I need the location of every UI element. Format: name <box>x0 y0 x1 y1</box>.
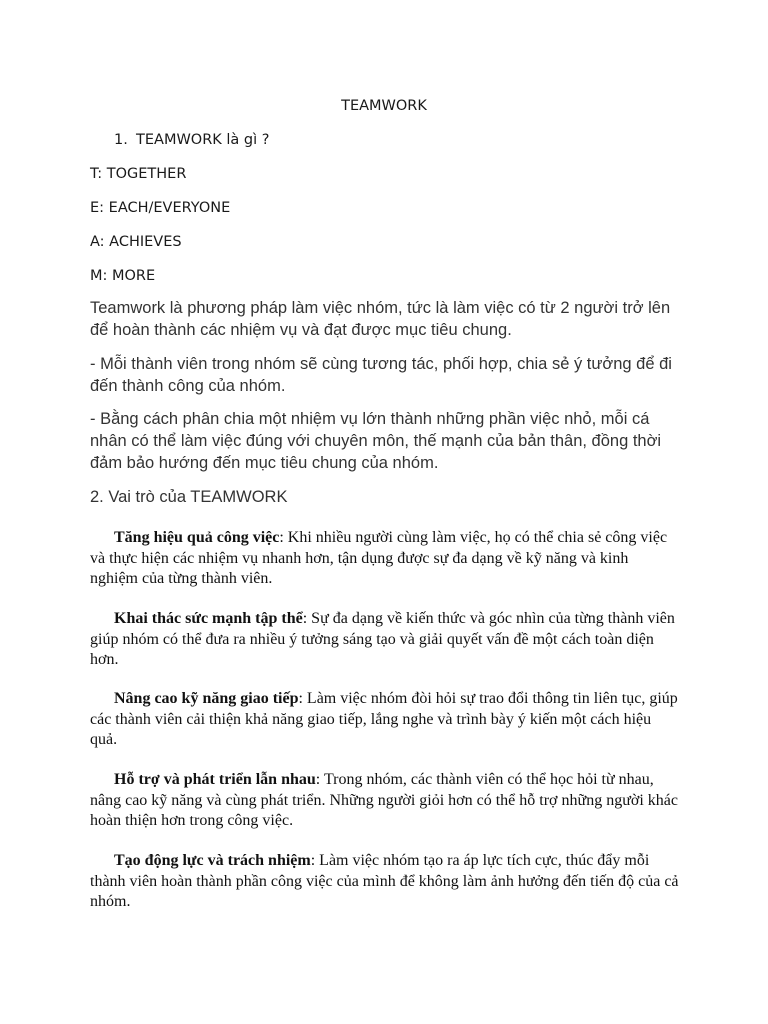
role-text: : Làm việc nhóm đòi hỏi sự trao đổi thông tin liên tục, giúp các thành viên cải thiện khả năng giao tiếp, lắng nghe và trình bày ý kiến một cách hiệu quả. <box>90 690 678 748</box>
role-title: Nâng cao kỹ năng giao tiếp <box>114 690 299 707</box>
role-paragraph-communication <box>90 689 680 751</box>
role-text: : Trong nhóm, các thành viên có thể học hỏi từ nhau, nâng cao kỹ năng và cùng phát triển. Những người giỏi hơn có thể hỗ trợ những người khác hoàn thiện hơn trong công việc. <box>90 771 678 829</box>
role-text: : Làm việc nhóm tạo ra áp lực tích cực, thúc đẩy mỗi thành viên hoàn thành phần công việc của mình để không làm ảnh hưởng đến tiến độ của cả nhóm. <box>90 852 679 910</box>
role-paragraph-collective-strength <box>90 609 680 671</box>
intro-paragraph-definition: Teamwork là phương pháp làm việc nhóm, tức là làm việc có từ 2 người trở lên để hoàn thành các nhiệm vụ và đạt được mục tiêu chung. <box>90 299 671 339</box>
question-1-text: TEAMWORK là gì ? <box>136 132 270 148</box>
acronym-line-t: T: TOGETHER <box>90 166 187 182</box>
role-title: Hỗ trợ và phát triển lẫn nhau <box>114 771 316 788</box>
role-title: Tăng hiệu quả công việc <box>114 529 280 546</box>
question-1-heading <box>114 130 269 150</box>
role-paragraph-efficiency <box>90 528 680 590</box>
role-paragraph-mutual-support <box>90 770 680 832</box>
acronym-line-m: M: MORE <box>90 268 156 284</box>
section-2-heading: 2. Vai trò của TEAMWORK <box>90 488 288 506</box>
role-paragraph-motivation <box>90 851 680 913</box>
role-text: : Khi nhiều người cùng làm việc, họ có thể chia sẻ công việc và thực hiện các nhiệm vụ nhanh hơn, tận dụng được sự đa dạng về kỹ năng và kinh nghiệm của từng thành viên. <box>90 529 668 587</box>
intro-paragraph-interaction: - Mỗi thành viên trong nhóm sẽ cùng tương tác, phối hợp, chia sẻ ý tưởng để đi đến thành công của nhóm. <box>90 355 672 395</box>
intro-paragraph-division: - Bằng cách phân chia một nhiệm vụ lớn thành những phần việc nhỏ, mỗi cá nhân có thể làm việc đúng với chuyên môn, thế mạnh của bản thân, đồng thời đảm bảo hướng đến mục tiêu chung của nhóm. <box>90 410 662 472</box>
acronym-line-e: E: EACH/EVERYONE <box>90 200 231 216</box>
role-title: Tạo động lực và trách nhiệm <box>114 852 311 869</box>
role-text: : Sự đa dạng về kiến thức và góc nhìn của từng thành viên giúp nhóm có thể đưa ra nhiều ý tưởng sáng tạo và giải quyết vấn đề một cách toàn diện hơn. <box>90 610 675 668</box>
role-title: Khai thác sức mạnh tập thể <box>114 610 303 627</box>
document-title: TEAMWORK <box>341 98 427 114</box>
question-1-number: 1. <box>114 132 128 148</box>
acronym-line-a: A: ACHIEVES <box>90 234 182 250</box>
